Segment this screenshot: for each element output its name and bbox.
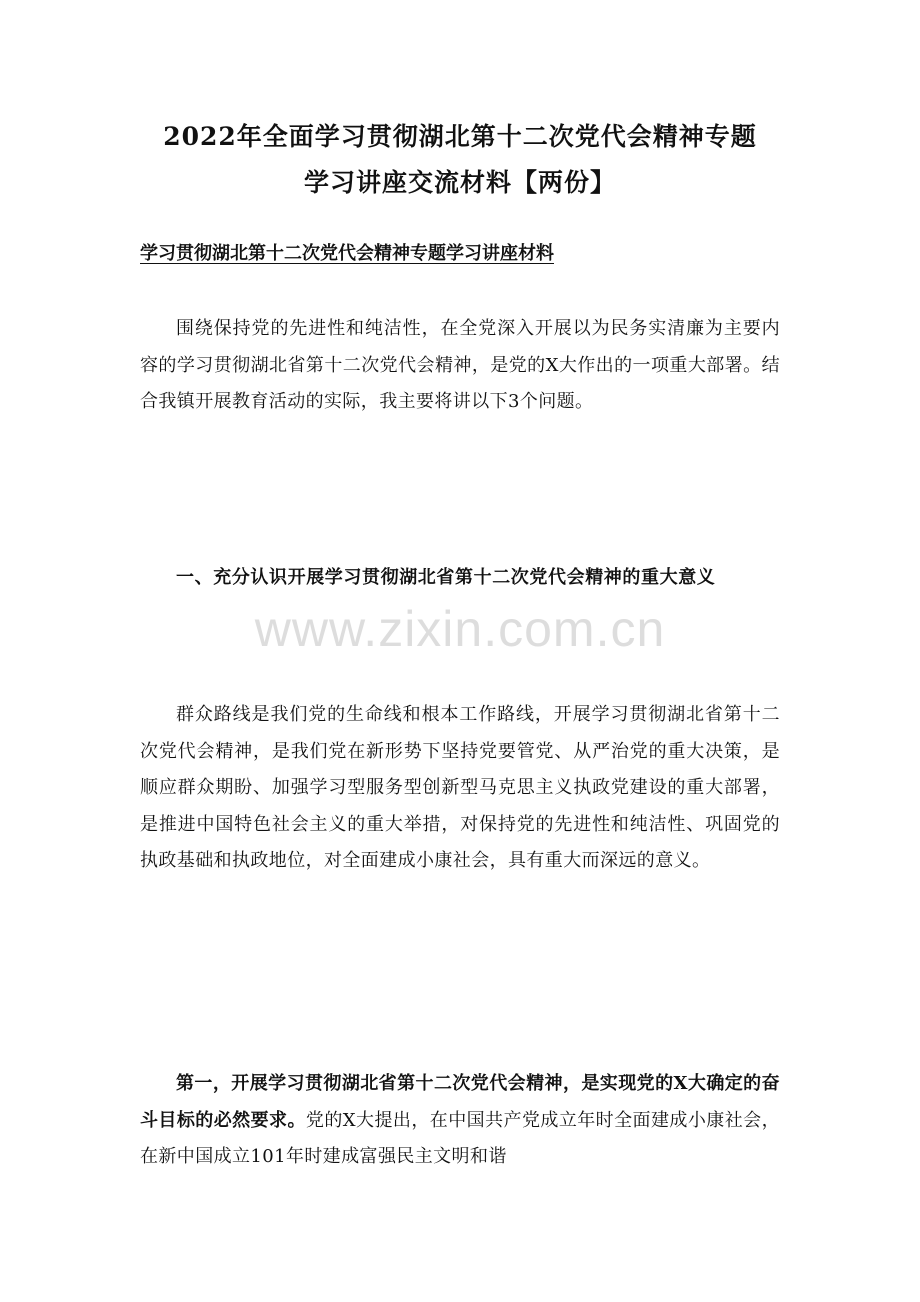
point-1-body: 党的X大提出，在中国共产党成立年时全面建成小康社会，在新中国成立101年时建成富强民主文明和谐 [140, 1109, 780, 1167]
point-1-lead: 第一，开展学习贯彻湖北省第十二次党代会精神，是实现党的X大确定的奋斗目标的必然要求。 [140, 1073, 780, 1131]
point-1-paragraph [140, 1066, 780, 1176]
section-1-paragraph: 群众路线是我们党的生命线和根本工作路线，开展学习贯彻湖北省第十二次党代会精神，是我们党在新形势下坚持党要管党、从严治党的重大决策，是顺应群众期盼、加强学习型服务型创新型马克思主义执政党建设的重大部署，是推进中国特色社会主义的重大举措，对保持党的先进性和纯洁性、巩固党的执政基础和执政地位，对全面建成小康社会，具有重大而深远的意义。 [140, 704, 780, 871]
document-title [120, 114, 800, 206]
watermark: www.zixin.com.cn [254, 601, 666, 657]
section-1-heading: 一、充分认识开展学习贯彻湖北省第十二次党代会精神的重大意义 [176, 567, 716, 588]
intro-paragraph: 围绕保持党的先进性和纯洁性，在全党深入开展以为民务实清廉为主要内容的学习贯彻湖北省第十二次党代会精神，是党的X大作出的一项重大部署。结合我镇开展教育活动的实际，我主要将讲以下3个问题。 [140, 318, 780, 412]
material-subheading: 学习贯彻湖北第十二次党代会精神专题学习讲座材料 [140, 243, 554, 264]
document-title-line-1: 2022年全面学习贯彻湖北第十二次党代会精神专题 [163, 122, 757, 151]
document-title-line-2: 学习讲座交流材料【两份】 [303, 168, 616, 197]
